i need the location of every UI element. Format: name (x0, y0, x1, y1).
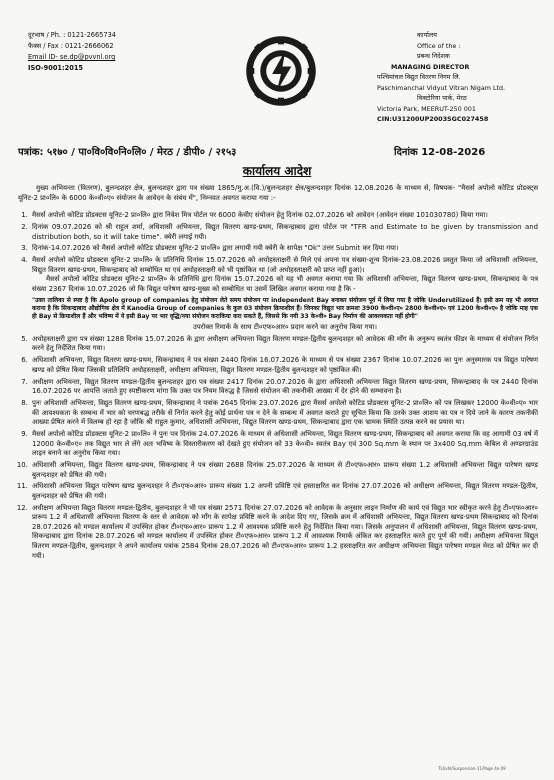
footer-note: TLI/vhl/Suspension-11/Page 4e 09 (438, 766, 506, 771)
list-item: 8. पुनः अधिशासी अभियन्ता, विद्युत वितरण खण्ड-प्रथम, सिकन्द्राबाद ने पत्रांक 2645 दिनांक 23.07.2026 द्वारा मैसर्स अपोलो कोटिड प्रोडक्टस यूनिट-2 प्रा०लि० को पत्र लिखकर 12000 के०वी०ए० भार की आवश्यकता के सम्बन्ध में भार को चरणबद्ध तरीके से निर्गत करने हेतु कोई प्रार्थना पत्र न देने के सम्बन्ध में अवगत कराते हुए सूचित किया कि उनके उक्त आशय का पत्र न दिये जाने के कारण तकनीकी आख्या प्रेषित करने में विलम्ब हो रहा है जोकि श्री राहुल कुमार, अधिशासी अभियन्ता, विद्युत वितरण खण्ड-प्रथम, सिकन्द्राबाद द्वारा एक भ्रामक स्थिति उत्पन्न करने का प्रयास था। (30, 399, 538, 428)
list-item: 2. दिनांक 09.07.2026 को श्री राहुल शर्मा, अधिशासी अभियन्ता, विद्युत वितरण खण्ड-प्रथम, सिकन्द्राबाद द्वारा पोर्टल पर "TFR and Estimate to be given by transmission and distribution both, so it will take time". क्वेरी लगाई गयी। (30, 223, 538, 242)
list-item (30, 256, 538, 333)
md-en: MANAGING DIRECTOR (391, 62, 470, 71)
item4-sub: मैसर्स अपोलो कोटिड प्रोडक्टस यूनिट-2 प्रा०लि० के प्रतिनिधि द्वारा दिनांक 15.07.2026 को यह भी अवगत कराया गया कि अधिशासी अभियन्ता, विद्युत वितरण खण्ड-प्रथम, सिकन्द्राबाद के पत्र संख्या 2367 दिनांक 10.07.2026 जो कि विद्युत पारेषण खण्ड-मुख्य को सम्बोधित था उसमें लिखित अवगत कराया गया है कि - (32, 275, 538, 293)
item4-text: 4. मैसर्स अपोलो कोटिड प्रोडक्टस यूनिट-2 प्रा०लि० के प्रतिनिधि दिनांक 15.07.2026 को अधोहस्ताक्षरी से मिले एवं अपना पत्र संख्या-शून्य दिनांक-23.08.2026 प्रस्तुत किया जो अधिशासी अभियन्ता, विद्युत वितरण खण्ड-प्रथम, सिकन्द्राबाद को सम्बोधित था एवं अधोहस्ताक्षरी को भी पृष्ठांकित था (जो अधोहस्ताक्षरी को प्राप्त नहीं हुआ)। (32, 256, 538, 274)
place-hi: विक्टोरिया पार्क, मेरठ (417, 94, 467, 102)
letter-date: दिनांक 12-08-2026 (394, 147, 486, 158)
phone-text: दूरभाष / Ph. : 0121-2665734 (28, 31, 116, 39)
letter-number: पत्रांक: ५१७० / पा०वि०वि०नि०लि० / मेरठ / डीपी० / २१५३ (18, 147, 237, 158)
letterhead (14, 6, 544, 146)
md-hi: प्रबन्ध निदेशक (417, 52, 450, 60)
list-item: 12. अधीक्षण अभियन्ता विद्युत वितरण मण्डल-द्वितीय, बुलन्दशहर ने भी पत्र संख्या 2571 दिनांक 27.07.2026 को आवेदक के अनुसार लाइन निर्माण की कार्य एवं विद्युत भार स्वीकृत करने हेतु टी०एफ०आर० प्रारूप 1.2 में अधिशासी अभियन्ता वितरण के स्तर से आवेदक को माँग के सापेक्ष प्रविष्टि करने के आदेश दिए गए, जिसके क्रम में अधिशासी अभियन्ता, विद्युत वितरण खण्ड-प्रथम सिकन्द्राबाद को दिनांक 28.07.2026 को मण्डल कार्यालय में उपस्थित होकर टी०एफ०आर० प्रारूप 1.2 में आवश्यक प्रविष्टि करने हेतु निर्देशित किया गया। जिसके अनुपालन में अधिशासी अभियन्ता, विद्युत वितरण खण्ड-प्रथम, सिकन्द्राबाद द्वारा दिनांक 28.07.2026 को मण्डल कार्यालय में उपस्थित होकर टी०एफ०आर० प्रारूप 1.2 में आवश्यक रिमार्क अंकित कर हस्ताक्षरित करते हुए पूर्ण की गयी। अधीक्षण अभियन्ता विद्युत वितरण मण्डल-द्वितीय, बुलन्दशहर ने अपने कार्यालय पत्रांक 2584 दिनांक 28.07.2026 को टी०एफ०आर० प्रारूप 1.2 हस्ताक्षरित कर अधीक्षण अभियन्ता विद्युत पारेषण मण्डल मेरठ को प्रेषित कर दी गयी। (30, 504, 538, 562)
list-item: 5. अधोहस्ताक्षरी द्वारा पत्र संख्या 1288 दिनांक 15.07.2026 के द्वारा अधीक्षण अभियन्ता विद्युत वितरण मण्डल-द्वितीय बुलन्दशहर को आवेदक की माँग के अनुरूप स्वतंत्र फीडर के माध्यम से संयोजन निर्गत करने हेतु निर्देशित किया गया। (30, 335, 538, 354)
cin-text: CIN:U31200UP2003SGC027458 (377, 115, 489, 123)
fax-text: फैक्स / Fax : 0121-2666062 (28, 42, 114, 50)
list-item: 11. अधिशासी अभियन्ता विद्युत पारेषण खण्ड बुलन्दशहर ने टी०एफ०आर० प्रारूप संख्या 1.2 अपनी प्रविष्टि एवं हस्ताक्षरित कर दिनांक 27.07.2026 को अधीक्षण अभियन्ता, विद्युत वितरण मण्डल-द्वितीय, बुलन्दशहर को प्रेषित की गयी। (30, 482, 538, 501)
item4-after: उपरोक्त रिमार्क के साथ टी०एफ०आर० प्रदान करने का अनुरोध किया गया। (192, 323, 377, 332)
office-hi: कार्यालय (417, 31, 437, 39)
list-item: 3. दिनांक-14.07.2026 को मैसर्स अपोलो कोटिड प्रोडक्टस यूनिट-2 प्रा०लि० द्वारा लगायी गयी क्वेरी के सापेक्ष "Ok" उत्तर Submit कर दिया गया। (30, 244, 538, 254)
points-list (18, 211, 538, 561)
company-hi: पश्चिमांचल विद्युत वितरण निगम लि. (377, 73, 461, 81)
office-block (377, 30, 554, 125)
contact-block (28, 30, 116, 74)
list-item: 6. अधिशासी अभियन्ता, विद्युत वितरण खण्ड-प्रथम, सिकन्द्राबाद ने पत्र संख्या 2440 दिनांक 16.07.2026 के माध्यम से पत्र संख्या 2367 दिनांक 10.07.2026 का पुनः अनुस्मारक पत्र विद्युत पारेषण खण्ड को प्रेषित किया जिसकी प्रतिलिपि अधोहस्ताक्षरी, अधीक्षण अभियन्ता, विद्युत वितरण मण्डल-द्वितीय बुलन्दशहर को पृष्ठांकित की। (30, 356, 538, 375)
list-item: 9. मैसर्स अपोलो कोटिड प्रोडक्टस यूनिट-2 प्रा०लि० ने पुनः पत्र दिनांक 24.07.2026 के माध्यम से अधिशासी अभियन्ता, विद्युत वितरण खण्ड-प्रथम, सिकन्द्राबाद को अवगत कराया कि वह आगामी 03 वर्ष में 12000 के०वी०ए० तक विद्युत भार ले लेंगे अतः भविष्य के विस्तारीकरण को देखते हुए संयोजन को 33 के०वी० स्वतंत्र Bay एवं 300 Sq.mm के स्थान पर 3x400 Sq.mm केबिल से अण्डरग्राउंड लाइन बनाने का अनुरोध किया गया। (30, 430, 538, 459)
office-en: Office of the : (417, 41, 461, 50)
document-body (18, 184, 538, 563)
reference-line (18, 144, 538, 158)
email-text: Email ID- se.dp@pvvnl.org (28, 53, 116, 61)
list-item: 10. अधिशासी अभियन्ता, विद्युत वितरण खण्ड-प्रथम, सिकन्द्राबाद ने पत्र संख्या 2688 दिनांक 25.07.2026 के माध्यम से टी०एफ०आर० प्रारूप संख्या 1.2 अधिशासी अभियन्ता विद्युत पारेषण खण्ड बुलन्दशहर को प्रेषित की गयी। (30, 461, 538, 480)
list-item: 1. मैसर्स अपोलो कोटिड प्रोडक्टस यूनिट-2 प्रा०लि० द्वारा निवेश मित्र पोर्टल पर 6000 केवीए संयोजन हेतु दिनांक 02.07.2026 को आवेदन (आवेदन संख्या 101030780) किया गया। (30, 211, 538, 221)
company-en: Paschimanchal Vidyut Vitran Nigam Ltd. (377, 83, 506, 92)
intro-paragraph: मुख्य अभियन्ता (वितरण), बुलन्दशहर क्षेत्र, बुलन्दशहर द्वारा पत्र संख्या 1865/मु.अ.(वि.)/बुलन्दशहर क्षेत्र/बुलन्दशहर दिनांक 12.08.2026 के माध्यम से, विषयक- "मैसर्स अपोलो कोटिड प्रोडक्ट्स यूनिट-2 प्रा०लि० के 6000 के०वी०ए० संयोजन के आवेदन के संबंध में", निम्नवत अवगत कराया गया :- (18, 184, 538, 202)
company-logo-icon (244, 34, 318, 108)
iso-text: ISO-9001:2015 (28, 64, 84, 72)
address-text: Victoria Park, MEERUT-250 001 (377, 104, 476, 113)
list-item: 7. अधीक्षण अभियन्ता, विद्युत वितरण मण्डल-द्वितीय बुलन्दशहर द्वारा पत्र संख्या 2417 दिनांक 20.07.2026 के द्वारा अधिशासी अभियन्ता विद्युत वितरण खण्ड-प्रथम, सिकन्द्राबाद के पत्र 2440 दिनांक 16.07.2026 पर आपत्ति जताते हुए स्पष्टीकरण मांगा कि उक्त पत्र नियम विरुद्ध है जिससे संयोजन की तकनीकी आख्या में देर होने की सम्भावना है। (30, 378, 538, 397)
item4-quote: "उक्त तालिका से स्पष्ट है कि Apolo group of companies हेतु संयोजन लेते समय संयोजन पर independent Bay बनाकर संयोजन पूर्व में लिया गया है जोकि Underutilized हैं। इसी क्रम यह भी अवगत कराना है कि सिकन्द्राबाद औद्योगिक क्षेत्र में Kanodia Group of companies के कुल 03 संयोजन क्रियाशील हैं। जिनका विद्युत भार क्रमशः 3900 के०वी०ए० 2800 के०वी०ए० एवं 1200 के०वी०ए० है जोकि माह एक ही Bay से क्रियाशील हैं और भविष्य में ये इसी Bay पर भार वृद्धि/नया संयोजन कराकिया करा सकते हैं, जिससे कि नयी 33 के०वी० Bay निर्माण की आवश्यकता नहीं होगी" (32, 296, 538, 320)
document-title: कार्यालय आदेश (242, 164, 312, 178)
